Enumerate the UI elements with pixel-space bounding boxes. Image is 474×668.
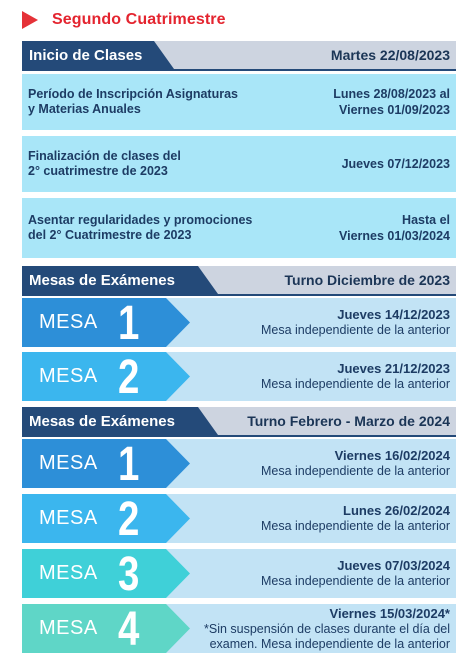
mesa-note: Mesa independiente de la anterior — [260, 464, 450, 478]
mesa-note: examen. Mesa independiente de la anterior — [209, 636, 450, 651]
mesa-number: 2 — [118, 350, 140, 404]
mesa-row — [22, 492, 456, 546]
play-arrow-icon — [22, 11, 38, 29]
mesa-number: 1 — [118, 296, 140, 350]
mesa-info — [261, 439, 450, 488]
info-date: Jueves 07/12/2023 — [341, 157, 450, 171]
info-label: Finalización de clases del 2° cuatrimestre de 2023 — [28, 149, 181, 178]
mesa-info — [204, 604, 450, 653]
mesa-label: MESA — [39, 452, 98, 474]
section-header-febrero — [22, 407, 456, 435]
header-title: Mesas de Exámenes — [29, 412, 175, 430]
mesa-label: MESA — [39, 562, 98, 584]
mesa-label: MESA — [39, 507, 98, 529]
info-row — [22, 198, 456, 258]
header-title: Inicio de Clases — [29, 46, 143, 64]
info-label: Período de Inscripción Asignaturas y Materias Anuales — [28, 87, 238, 116]
section-header-inicio — [22, 41, 456, 69]
mesa-label: MESA — [39, 311, 98, 333]
mesa-row — [22, 547, 456, 601]
mesa-row — [22, 437, 456, 491]
mesa-number: 2 — [118, 492, 140, 546]
mesa-date: Jueves 14/12/2023 — [337, 307, 450, 322]
info-date: Lunes 28/08/2023 al Viernes 01/09/2023 — [333, 87, 450, 117]
info-label: Asentar regularidades y promociones del 2° Cuatrimestre de 2023 — [28, 213, 253, 242]
page-title-row — [22, 8, 226, 32]
mesa-note: Mesa independiente de la anterior — [260, 377, 450, 391]
mesa-label: MESA — [39, 617, 98, 639]
mesa-date: Jueves 21/12/2023 — [337, 361, 450, 376]
mesa-info — [261, 352, 450, 401]
mesa-info — [261, 298, 450, 347]
info-row — [22, 136, 456, 192]
page-title: Segundo Cuatrimestre — [52, 11, 226, 28]
mesa-row — [22, 296, 456, 350]
mesa-date: Lunes 26/02/2024 — [343, 503, 450, 518]
mesa-note: Mesa independiente de la anterior — [260, 323, 450, 337]
mesa-label: MESA — [39, 365, 98, 387]
mesa-row — [22, 350, 456, 404]
mesa-note: Mesa independiente de la anterior — [260, 519, 450, 533]
mesa-date: Jueves 07/03/2024 — [337, 558, 450, 573]
mesa-date: Viernes 16/02/2024 — [334, 448, 450, 463]
mesa-row — [22, 602, 456, 656]
header-date: Turno Febrero - Marzo de 2024 — [247, 413, 450, 429]
mesa-date: Viernes 15/03/2024* — [329, 605, 450, 621]
section-header-diciembre — [22, 266, 456, 294]
mesa-note: Mesa independiente de la anterior — [260, 574, 450, 588]
header-title: Mesas de Exámenes — [29, 271, 175, 289]
mesa-info — [261, 549, 450, 598]
mesa-note: *Sin suspensión de clases durante el día del — [204, 621, 450, 636]
mesa-number: 3 — [118, 547, 140, 601]
mesa-number: 4 — [118, 602, 140, 656]
header-date: Martes 22/08/2023 — [330, 47, 450, 63]
header-date: Turno Diciembre de 2023 — [284, 272, 450, 288]
info-row — [22, 74, 456, 130]
info-date: Hasta el Viernes 01/03/2024 — [339, 213, 450, 243]
mesa-info — [261, 494, 450, 543]
mesa-number: 1 — [118, 437, 140, 491]
